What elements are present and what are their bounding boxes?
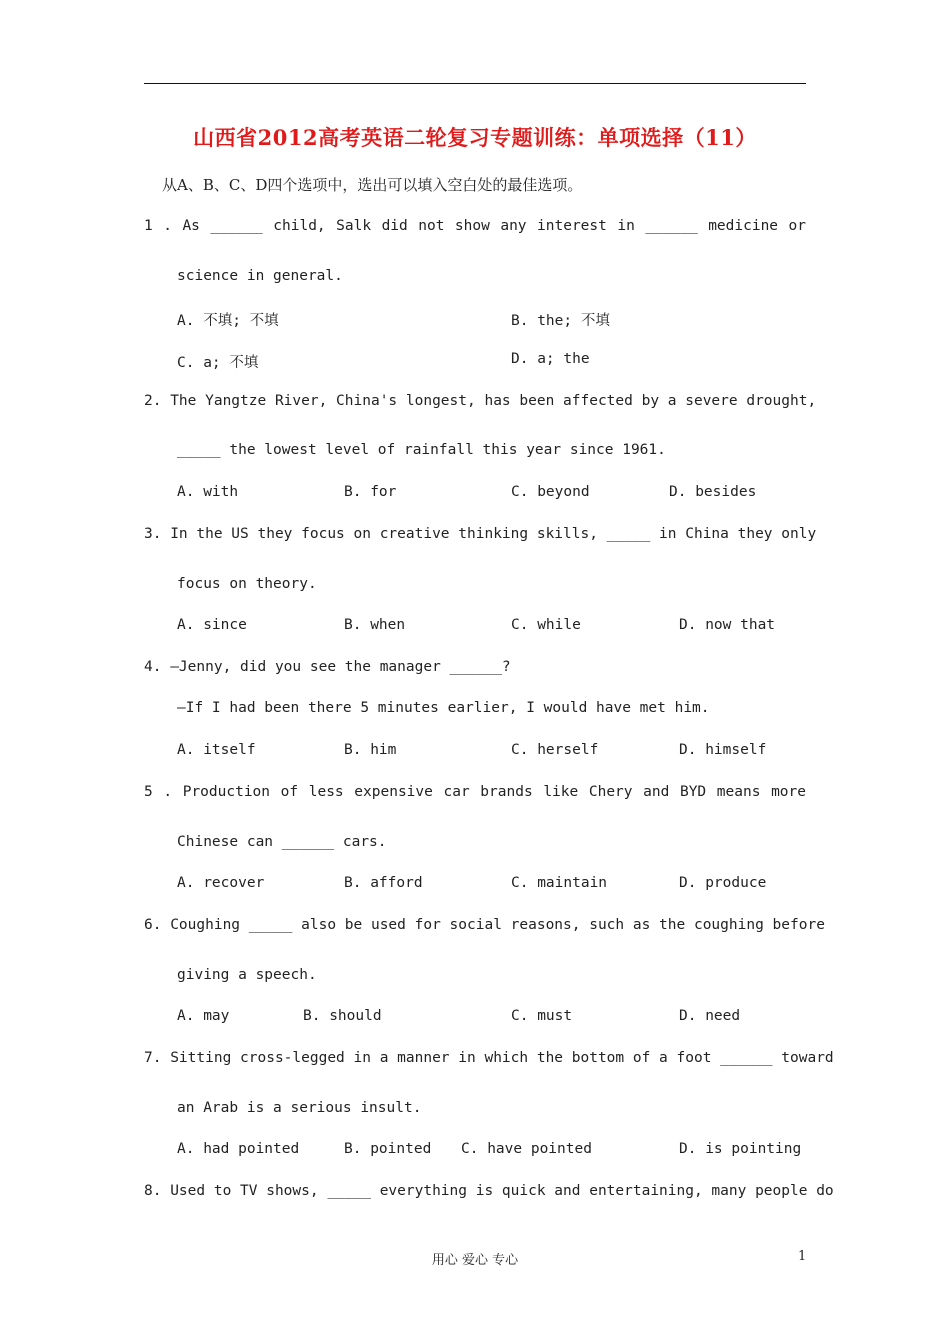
page-number: 1 bbox=[798, 1249, 807, 1264]
question-3-option-d: D. now that bbox=[679, 617, 776, 633]
question-2-option-b: B. for bbox=[344, 484, 397, 500]
question-2-line-1: 2. The Yangtze River, China's longest, has been affected by a severe drought, bbox=[144, 393, 817, 409]
question-6-option-d: D. need bbox=[679, 1008, 741, 1024]
question-7-line-1: 7. Sitting cross-legged in a manner in which the bottom of a foot ______ toward bbox=[144, 1050, 834, 1066]
question-1-option-b: B. the; 不填 bbox=[511, 313, 610, 329]
question-5-option-c: C. maintain bbox=[511, 875, 608, 891]
question-6-line-2: giving a speech. bbox=[177, 967, 317, 983]
question-3-line-2: focus on theory. bbox=[177, 576, 317, 592]
question-5-option-d: D. produce bbox=[679, 875, 767, 891]
question-3-option-a: A. since bbox=[177, 617, 247, 633]
page-title: 山西省2012高考英语二轮复习专题训练：单项选择（11） bbox=[193, 125, 757, 150]
question-7-option-a: A. had pointed bbox=[177, 1141, 300, 1157]
question-1-line-1: 1 . As ______ child, Salk did not show any interest in ______ medicine or bbox=[144, 218, 806, 234]
question-4-line-2: —If I had been there 5 minutes earlier, I would have met him. bbox=[177, 700, 710, 716]
question-7-line-2: an Arab is a serious insult. bbox=[177, 1100, 422, 1116]
header-rule bbox=[144, 83, 806, 84]
question-6-option-c: C. must bbox=[511, 1008, 573, 1024]
question-1-option-c: C. a; 不填 bbox=[177, 355, 259, 371]
question-3-option-c: C. while bbox=[511, 617, 581, 633]
question-1-option-d: D. a; the bbox=[511, 351, 590, 367]
question-7-option-c: C. have pointed bbox=[461, 1141, 592, 1157]
question-6-option-a: A. may bbox=[177, 1008, 230, 1024]
question-5-line-2: Chinese can ______ cars. bbox=[177, 834, 387, 850]
question-6-option-b: B. should bbox=[303, 1008, 382, 1024]
question-2-option-c: C. beyond bbox=[511, 484, 590, 500]
question-5-option-b: B. afford bbox=[344, 875, 423, 891]
question-2-option-a: A. with bbox=[177, 484, 239, 500]
question-4-option-d: D. himself bbox=[679, 742, 767, 758]
question-6-line-1: 6. Coughing _____ also be used for social reasons, such as the coughing before bbox=[144, 917, 825, 933]
question-1-line-2: science in general. bbox=[177, 268, 343, 284]
question-8-line-1: 8. Used to TV shows, _____ everything is quick and entertaining, many people do bbox=[144, 1183, 834, 1199]
instructions: 从A、B、C、D四个选项中，选出可以填入空白处的最佳选项。 bbox=[162, 176, 583, 194]
question-7-option-b: B. pointed bbox=[344, 1141, 432, 1157]
question-1-option-a: A. 不填; 不填 bbox=[177, 313, 279, 329]
question-5-line-1: 5 . Production of less expensive car brands like Chery and BYD means more bbox=[144, 784, 806, 800]
question-4-option-a: A. itself bbox=[177, 742, 256, 758]
question-2-line-2: _____ the lowest level of rainfall this year since 1961. bbox=[177, 442, 666, 458]
question-3-line-1: 3. In the US they focus on creative thinking skills, _____ in China they only bbox=[144, 526, 817, 542]
question-2-option-d: D. besides bbox=[669, 484, 757, 500]
question-3-option-b: B. when bbox=[344, 617, 406, 633]
question-4-option-b: B. him bbox=[344, 742, 397, 758]
question-4-line-1: 4. —Jenny, did you see the manager ______? bbox=[144, 659, 511, 675]
question-5-option-a: A. recover bbox=[177, 875, 265, 891]
question-4-option-c: C. herself bbox=[511, 742, 599, 758]
question-7-option-d: D. is pointing bbox=[679, 1141, 802, 1157]
page-footer: 用心 爱心 专心 bbox=[431, 1253, 519, 1268]
